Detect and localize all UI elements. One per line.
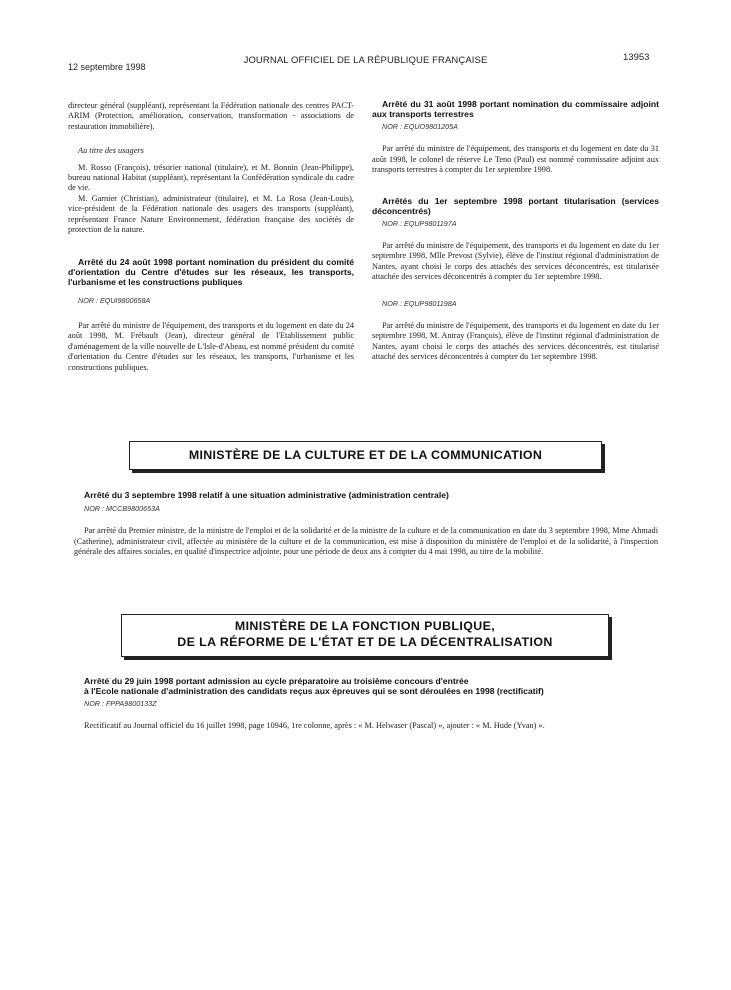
right-decree3-text: Par arrêté du ministre de l'équipement, des transports et du logement en date du 1er septembre 1998, M. Antray (François), élève de l'institut régional d'administration de Nantes, ayant choisi le corps des attachés des services déconcentrés, est titularisé attaché des services déconcentrés à compter du 1er septembre 1998.	[372, 321, 659, 362]
left-intro-paragraph: directeur général (suppléant), représentant la Fédération nationale des centres PACT-ARIM (Protection, amélioration, conservation, transformation - associations de restauration immobilière).	[68, 101, 354, 131]
header-date: 12 septembre 1998	[68, 62, 146, 72]
left-decree-text: Par arrêté du ministre de l'équipement, des transports et du logement en date du 24 août 1998, M. Frébault (Jean), directeur général de l'Etablissement public d'aménagement de la ville nouvelle de L'Isle-d'Abeau, est nommé président du comité d'orientation du Centre d'études sur les réseaux, les transports, l'urbanisme et les constructions publiques.	[68, 320, 354, 372]
right-decree3-nor: NOR : EQUP9801198A	[382, 298, 457, 308]
right-decree2-nor: NOR : EQUP9801197A	[382, 218, 457, 228]
fp-decree-title-line1: Arrêté du 29 juin 1998 portant admission au cycle préparatoire au troisième concours d'entrée	[84, 676, 469, 686]
header-page-number: 13953	[623, 52, 650, 63]
fp-decree-text: Rectificatif au Journal officiel du 16 juillet 1998, page 10946, 1re colonne, après : « M. Helwaser (Pascal) », ajouter : « M. Hude (Yvan) ».	[84, 721, 545, 731]
left-paragraph-garnier: M. Garnier (Christian), administrateur (titulaire), et M. La Rosa (Jean-Louis), vice-président de la Fédération nationale des usagers des transports (suppléant), représentant France Nature Environnement, fédération française des sociétés de protection de la nature.	[68, 193, 354, 235]
right-decree2-title: Arrêtés du 1er septembre 1998 portant titularisation (services déconcentrés)	[372, 195, 659, 216]
ministry-fonction-publique-heading-line2: DE LA RÉFORME DE L'ÉTAT ET DE LA DÉCENTRALISATION	[177, 635, 553, 649]
left-subheading-usagers: Au titre des usagers	[78, 146, 144, 156]
fp-decree-title-line2: à l'Ecole nationale d'administration des candidats reçus aux épreuves qui se sont déroulées en 1998 (rectificatif)	[84, 686, 544, 696]
left-decree-nor: NOR : EQUI9800658A	[78, 296, 151, 306]
culture-decree-title: Arrêté du 3 septembre 1998 relatif à une situation administrative (administration centrale)	[84, 490, 449, 500]
left-column	[68, 101, 354, 373]
right-decree1-nor: NOR : EQUO9801205A	[382, 122, 458, 131]
right-decree1-text: Par arrêté du ministre de l'équipement, des transports et du logement en date du 31 août 1998, le colonel de réserve Le Teno (Paul) est nommé commissaire adjoint aux transports terrestres à compter du 1er septembre 1998.	[372, 144, 659, 175]
header-journal-title: JOURNAL OFFICIEL DE LA RÉPUBLIQUE FRANÇAISE	[243, 55, 488, 66]
ministry-fonction-publique-heading-box	[121, 614, 609, 657]
right-column	[372, 99, 659, 363]
culture-decree-text: Par arrêté du Premier ministre, de la ministre de l'emploi et de la solidarité et de la ministre de la culture et de la communication en date du 3 septembre 1998, Mme Ahmadi (Catherine), administrateur civil, affectée au ministère de la culture et de la communication, est mise à disposition du ministère de l'emploi et de la solidarité, à l'inspection générale des affaires sociales, en qualité d'inspectrice adjointe, pour une période de deux ans à compter du 4 mai 1998, au titre de la mobilité.	[74, 526, 658, 557]
culture-decree-nor: NOR : MCCB9800653A	[84, 504, 160, 513]
right-decree1-title: Arrêté du 31 août 1998 portant nomination du commissaire adjoint aux transports terrestres	[372, 99, 659, 119]
ministry-fonction-publique-section	[74, 676, 658, 732]
ministry-culture-heading-box	[129, 441, 602, 470]
left-decree-title: Arrêté du 24 août 1998 portant nomination du président du comité d'orientation du Centre d'études sur les réseaux, les transports, l'urbanisme et les constructions publiques	[68, 257, 354, 288]
ministry-culture-section	[74, 490, 658, 558]
right-decree2-text: Par arrêté du ministre de l'équipement, des transports et du logement en date du 1er septembre 1998, Mlle Prevost (Sylvie), élève de l'institut régional d'administration de Nantes, ayant choisi le corps des attachés des services déconcentrés, est titularisée attachée des services déconcentrés à compter du 1er septembre 1998.	[372, 241, 659, 282]
fp-decree-nor: NOR : FPPA9800133Z	[84, 699, 157, 708]
ministry-fonction-publique-heading-line1: MINISTÈRE DE LA FONCTION PUBLIQUE,	[234, 619, 496, 633]
left-paragraph-rosso: M. Rosso (François), trésorier national (titulaire), et M. Bonnin (Jean-Philippe), bureau national Habitat (suppléant), représentant la Confédération syndicale du cadre de vie.	[68, 162, 354, 193]
ministry-culture-heading: MINISTÈRE DE LA CULTURE ET DE LA COMMUNICATION	[188, 448, 543, 462]
